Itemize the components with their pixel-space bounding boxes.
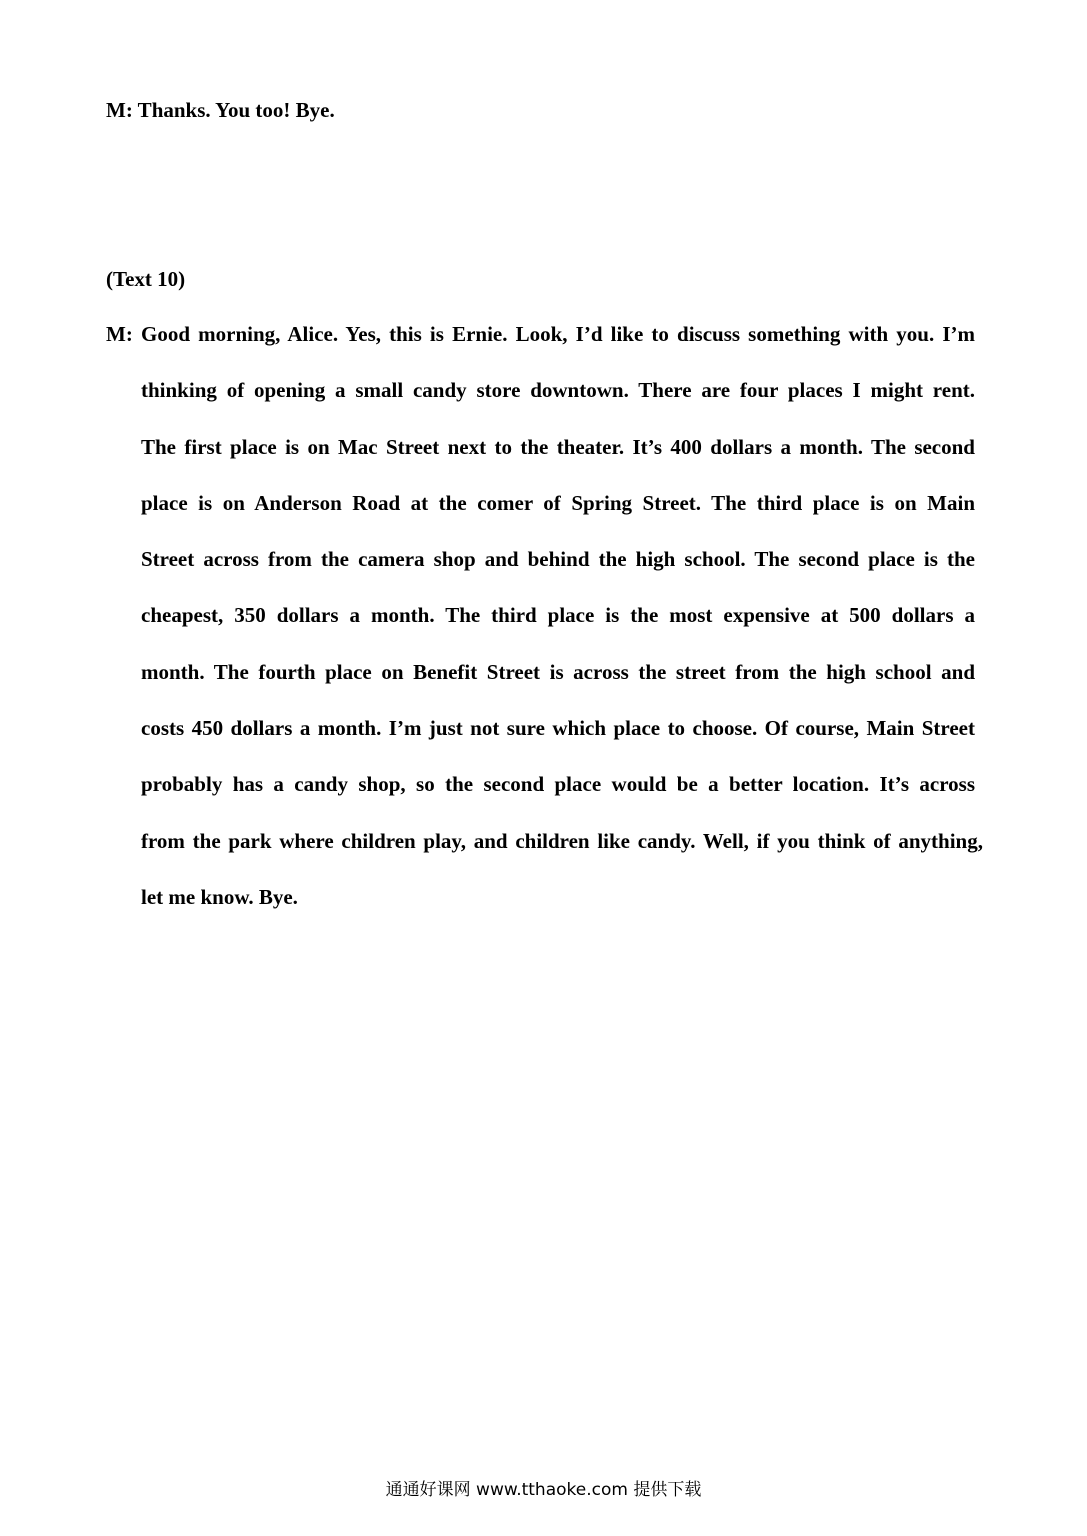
monologue-line: Good morning, Alice. Yes, this is Ernie. Look, I’d like to discuss something with you. I’m — [141, 322, 975, 346]
monologue-line: let me know. Bye. — [141, 884, 298, 909]
monologue-line: The first place is on Mac Street next to the theater. It’s 400 dollars a month. The second — [141, 434, 975, 459]
monologue-line: place is on Anderson Road at the comer of Spring Street. The third place is on Main — [141, 490, 975, 515]
footer-watermark: 通通好课网 www.tthaoke.com 提供下载 — [385, 1480, 702, 1500]
monologue-paragraph — [141, 322, 983, 941]
monologue-line: from the park where children play, and children like candy. Well, if you think of anything, — [141, 828, 983, 853]
monologue-line: costs 450 dollars a month. I’m just not sure which place to choose. Of course, Main Street — [141, 716, 975, 741]
monologue-line: Street across from the camera shop and behind the high school. The second place is the — [141, 547, 975, 572]
monologue-line: month. The fourth place on Benefit Street is across the street from the high school and — [141, 659, 975, 684]
speaker-label: M: — [106, 322, 133, 346]
section-label: (Text 10) — [106, 267, 186, 291]
closing-line: M: Thanks. You too! Bye. — [106, 98, 335, 122]
monologue-line: probably has a candy shop, so the second place would be a better location. It’s across — [141, 772, 975, 797]
monologue-line: cheapest, 350 dollars a month. The third place is the most expensive at 500 dollars a — [141, 603, 975, 628]
monologue-line: thinking of opening a small candy store downtown. There are four places I might rent. — [141, 378, 975, 403]
